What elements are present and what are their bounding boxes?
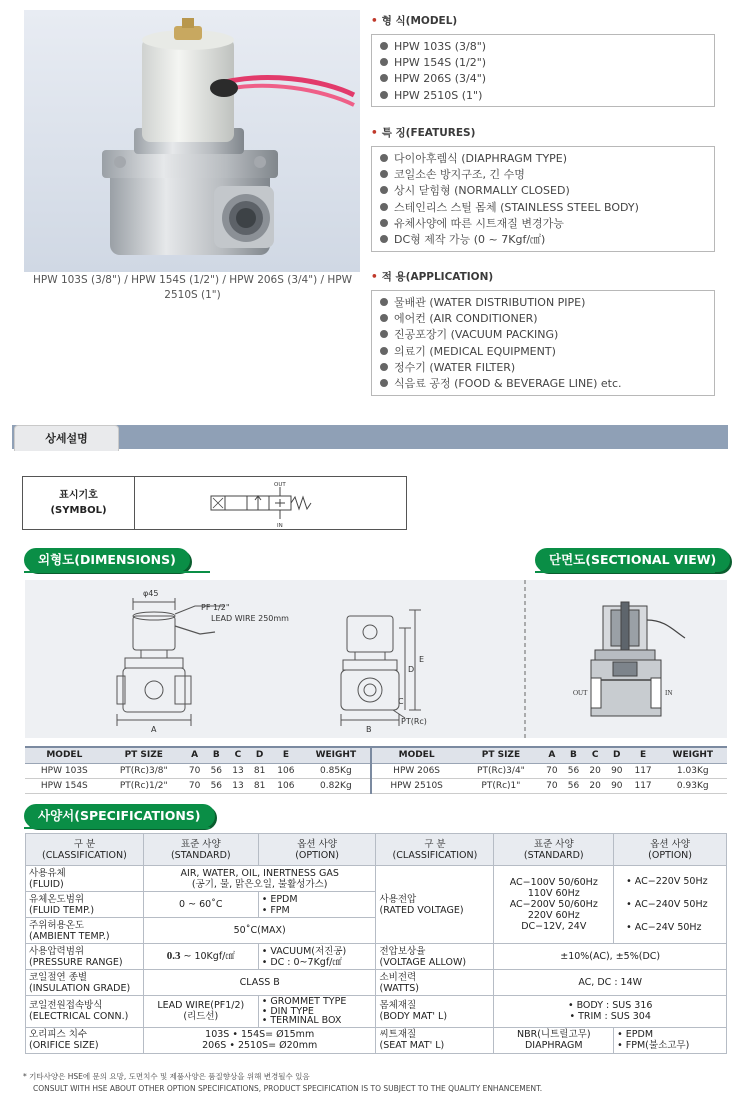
table-cell: 56 xyxy=(563,778,585,793)
drawing-label: LEAD WIRE 250mm xyxy=(211,614,289,623)
table-cell: 117 xyxy=(628,763,659,778)
table-cell: 13 xyxy=(227,763,249,778)
column-header: B xyxy=(205,747,227,763)
drawing-label: A xyxy=(151,725,157,734)
column-header: 표준 사양 (STANDARD) xyxy=(494,834,614,866)
features-list xyxy=(371,146,715,252)
product-photo xyxy=(24,10,360,272)
sectional-title: 단면도(SECTIONAL VIEW) xyxy=(535,548,730,572)
table-cell: 56 xyxy=(205,763,227,778)
spec-electrical-value: LEAD WIRE(PF1/2) (리드선) xyxy=(143,996,258,1028)
list-item: HPW 103S (3/8") xyxy=(380,39,706,55)
spec-seat-option: • EPDM • FPM(불소고무) xyxy=(614,1027,727,1053)
solenoid-valve-image xyxy=(24,10,360,272)
list-item: DC형 제작 가능 (0 ~ 7Kgf/㎠) xyxy=(380,232,706,248)
column-header: 구 분 (CLASSIFICATION) xyxy=(376,834,494,866)
table-cell: HPW 154S xyxy=(25,778,104,793)
column-header: WEIGHT xyxy=(659,747,727,763)
spec-orifice-value: 103S • 154S= Ø15mm 206S • 2510S= Ø20mm xyxy=(143,1027,376,1053)
symbol-out-label: OUT xyxy=(274,482,286,488)
list-item: 유체사양에 따른 시트재질 변경가능 xyxy=(380,216,706,232)
spec-table xyxy=(25,833,727,1054)
table-cell: 20 xyxy=(584,763,606,778)
table-cell: 106 xyxy=(270,778,301,793)
table-cell: 117 xyxy=(628,778,659,793)
drawing-label: IN xyxy=(665,689,673,697)
table-cell: 70 xyxy=(184,778,206,793)
spec-pressure-value: 0.3 ~ 10Kgf/㎠ xyxy=(143,944,258,970)
table-cell: HPW 103S xyxy=(25,763,104,778)
spec-ambient-label: 주위허용온도 (AMBIENT TEMP.) xyxy=(26,918,144,944)
spec-fluid-temp-option: • EPDM • FPM xyxy=(258,892,376,918)
column-header: MODEL xyxy=(25,747,104,763)
column-header: WEIGHT xyxy=(301,747,371,763)
spec-fluid-temp-label: 유체온도범위 (FLUID TEMP.) xyxy=(26,892,144,918)
table-cell: PT(Rc)1" xyxy=(461,778,541,793)
list-item: 상시 닫힘형 (NORMALLY CLOSED) xyxy=(380,183,706,199)
column-header: 구 분 (CLASSIFICATION) xyxy=(26,834,144,866)
table-row xyxy=(26,970,727,996)
spec-insulation-label: 코일절연 종별 (INSULATION GRADE) xyxy=(26,970,144,996)
symbol-box xyxy=(22,476,407,530)
dimension-drawings xyxy=(25,580,727,738)
table-row xyxy=(25,778,727,793)
column-header: C xyxy=(584,747,606,763)
table-row xyxy=(26,996,727,1028)
list-item: 진공포장기 (VACUUM PACKING) xyxy=(380,327,706,343)
table-cell: 70 xyxy=(541,763,563,778)
table-cell: 0.85Kg xyxy=(301,763,371,778)
table-cell: 106 xyxy=(270,763,301,778)
list-item: 다이아후렘식 (DIAPHRAGM TYPE) xyxy=(380,151,706,167)
spec-fluid-temp-value: 0 ~ 60˚C xyxy=(143,892,258,918)
list-item: 물배관 (WATER DISTRIBUTION PIPE) xyxy=(380,295,706,311)
list-item: 에어컨 (AIR CONDITIONER) xyxy=(380,311,706,327)
table-header-row xyxy=(25,747,727,763)
column-header: B xyxy=(563,747,585,763)
column-header: A xyxy=(184,747,206,763)
drawing-label: PF 1/2" xyxy=(201,603,230,612)
column-header: 표준 사양 (STANDARD) xyxy=(143,834,258,866)
column-header: D xyxy=(249,747,271,763)
model-heading: • 형 식(MODEL) xyxy=(371,15,458,27)
list-item: HPW 206S (3/4") xyxy=(380,71,706,87)
list-item: HPW 154S (1/2") xyxy=(380,55,706,71)
title-underline xyxy=(535,571,715,573)
footnote xyxy=(23,1071,723,1094)
spec-voltage-allow-value: ±10%(AC), ±5%(DC) xyxy=(494,944,727,970)
spec-body-value: • BODY : SUS 316 • TRIM : SUS 304 xyxy=(494,996,727,1028)
spec-body-label: 몸체재질 (BODY MAT' L) xyxy=(376,996,494,1028)
list-item: 식음료 공정 (FOOD & BEVERAGE LINE) etc. xyxy=(380,376,706,392)
table-cell: 90 xyxy=(606,778,628,793)
table-row xyxy=(26,866,727,892)
model-list xyxy=(371,34,715,107)
spec-voltage-allow-label: 전압보상율 (VOLTAGE ALLOW) xyxy=(376,944,494,970)
list-item: 코일소손 방지구조, 긴 수명 xyxy=(380,167,706,183)
spec-orifice-label: 오리피스 치수 (ORIFICE SIZE) xyxy=(26,1027,144,1053)
table-cell: 0.93Kg xyxy=(659,778,727,793)
column-header: 옵션 사양 (OPTION) xyxy=(614,834,727,866)
symbol-in-label: IN xyxy=(277,523,283,529)
column-header: PT SIZE xyxy=(461,747,541,763)
drawing-label: D xyxy=(408,665,415,674)
drawing-label: PT(Rc) xyxy=(401,717,427,726)
spec-insulation-value: CLASS B xyxy=(143,970,376,996)
column-header: E xyxy=(628,747,659,763)
features-heading: • 특 징(FEATURES) xyxy=(371,127,476,139)
table-cell: PT(Rc)1/2" xyxy=(104,778,184,793)
spec-pressure-label: 사용압력범위 (PRESSURE RANGE) xyxy=(26,944,144,970)
column-header: D xyxy=(606,747,628,763)
table-cell: PT(Rc)3/4" xyxy=(461,763,541,778)
column-header: PT SIZE xyxy=(104,747,184,763)
column-header: C xyxy=(227,747,249,763)
title-underline xyxy=(24,827,210,829)
table-cell: 81 xyxy=(249,778,271,793)
spec-voltage-value: AC−100V 50/60Hz 110V 60Hz AC−200V 50/60Hz 220V 60Hz DC−12V, 24V xyxy=(494,866,614,944)
table-cell: HPW 206S xyxy=(371,763,460,778)
dimensions-title: 외형도(DIMENSIONS) xyxy=(24,548,190,572)
list-item: 의료기 (MEDICAL EQUIPMENT) xyxy=(380,344,706,360)
list-item: 스테인리스 스틸 몸체 (STAINLESS STEEL BODY) xyxy=(380,200,706,216)
table-row xyxy=(26,944,727,970)
table-row xyxy=(26,1027,727,1053)
table-cell: 90 xyxy=(606,763,628,778)
spec-ambient-value: 50˚C(MAX) xyxy=(143,918,376,944)
drawing-label: B xyxy=(366,725,372,734)
table-cell: PT(Rc)3/8" xyxy=(104,763,184,778)
table-header-row xyxy=(26,834,727,866)
footnote-line: CONSULT WITH HSE ABOUT OTHER OPTION SPECIFICATIONS, PRODUCT SPECIFICATION IS TO SUBJECT TO THE QUALITY ENHANCEMENT. xyxy=(33,1083,543,1093)
application-list xyxy=(371,290,715,396)
table-cell: 70 xyxy=(541,778,563,793)
spec-watts-label: 소비전력 (WATTS) xyxy=(376,970,494,996)
spec-electrical-option: • GROMMET TYPE • DIN TYPE • TERMINAL BOX xyxy=(258,996,376,1028)
table-cell: 0.82Kg xyxy=(301,778,371,793)
spec-fluid-value: AIR, WATER, OIL, INERTNESS GAS (공기, 물, 맑은오일, 불활성가스) xyxy=(143,866,376,892)
spec-watts-value: AC, DC : 14W xyxy=(494,970,727,996)
title-underline xyxy=(24,571,210,573)
tab-detail[interactable]: 상세설명 xyxy=(14,425,119,451)
table-cell: HPW 2510S xyxy=(371,778,460,793)
spec-title: 사양서(SPECIFICATIONS) xyxy=(24,804,215,828)
spec-voltage-label: 사용전압 (RATED VOLTAGE) xyxy=(376,866,494,944)
table-row xyxy=(25,763,727,778)
spec-voltage-option: • AC−220V 50Hz • AC−240V 50Hz • AC−24V 50Hz xyxy=(614,866,727,944)
table-cell: 56 xyxy=(563,763,585,778)
table-cell: 56 xyxy=(205,778,227,793)
symbol-label: 표시기호 (SYMBOL) xyxy=(23,477,135,529)
application-heading: • 적 용(APPLICATION) xyxy=(371,271,494,283)
column-header: E xyxy=(270,747,301,763)
drawing-label: OUT xyxy=(573,689,588,697)
section-bar xyxy=(12,425,728,449)
table-cell: 70 xyxy=(184,763,206,778)
spec-seat-label: 씨트재질 (SEAT MAT' L) xyxy=(376,1027,494,1053)
spec-electrical-label: 코일전원접속방식 (ELECTRICAL CONN.) xyxy=(26,996,144,1028)
spec-pressure-option: • VACUUM(저진공) • DC : 0~7Kgf/㎠ xyxy=(258,944,376,970)
table-cell: 81 xyxy=(249,763,271,778)
spec-fluid-label: 사용유체 (FLUID) xyxy=(26,866,144,892)
table-cell: 13 xyxy=(227,778,249,793)
drawing-label: E xyxy=(419,655,425,664)
valve-symbol-icon xyxy=(203,479,353,529)
drawing-panel xyxy=(25,580,727,738)
spec-seat-value: NBR(니트릴고무) DIAPHRAGM xyxy=(494,1027,614,1053)
drawing-label: C xyxy=(398,697,404,706)
product-caption: HPW 103S (3/8") / HPW 154S (1/2") / HPW 206S (3/4") / HPW 2510S (1") xyxy=(33,274,352,301)
dimension-table xyxy=(25,746,727,794)
table-cell: 1.03Kg xyxy=(659,763,727,778)
column-header: 옵션 사양 (OPTION) xyxy=(258,834,376,866)
list-item: 정수기 (WATER FILTER) xyxy=(380,360,706,376)
list-item: HPW 2510S (1") xyxy=(380,88,706,104)
table-cell: 20 xyxy=(584,778,606,793)
column-header: MODEL xyxy=(371,747,460,763)
footnote-line: * 기타사양은 HSE에 문의 요망, 도면치수 및 제품사양은 품질향상을 위해 변경될수 있음 xyxy=(23,1072,310,1081)
column-header: A xyxy=(541,747,563,763)
drawing-label: φ45 xyxy=(143,589,159,598)
